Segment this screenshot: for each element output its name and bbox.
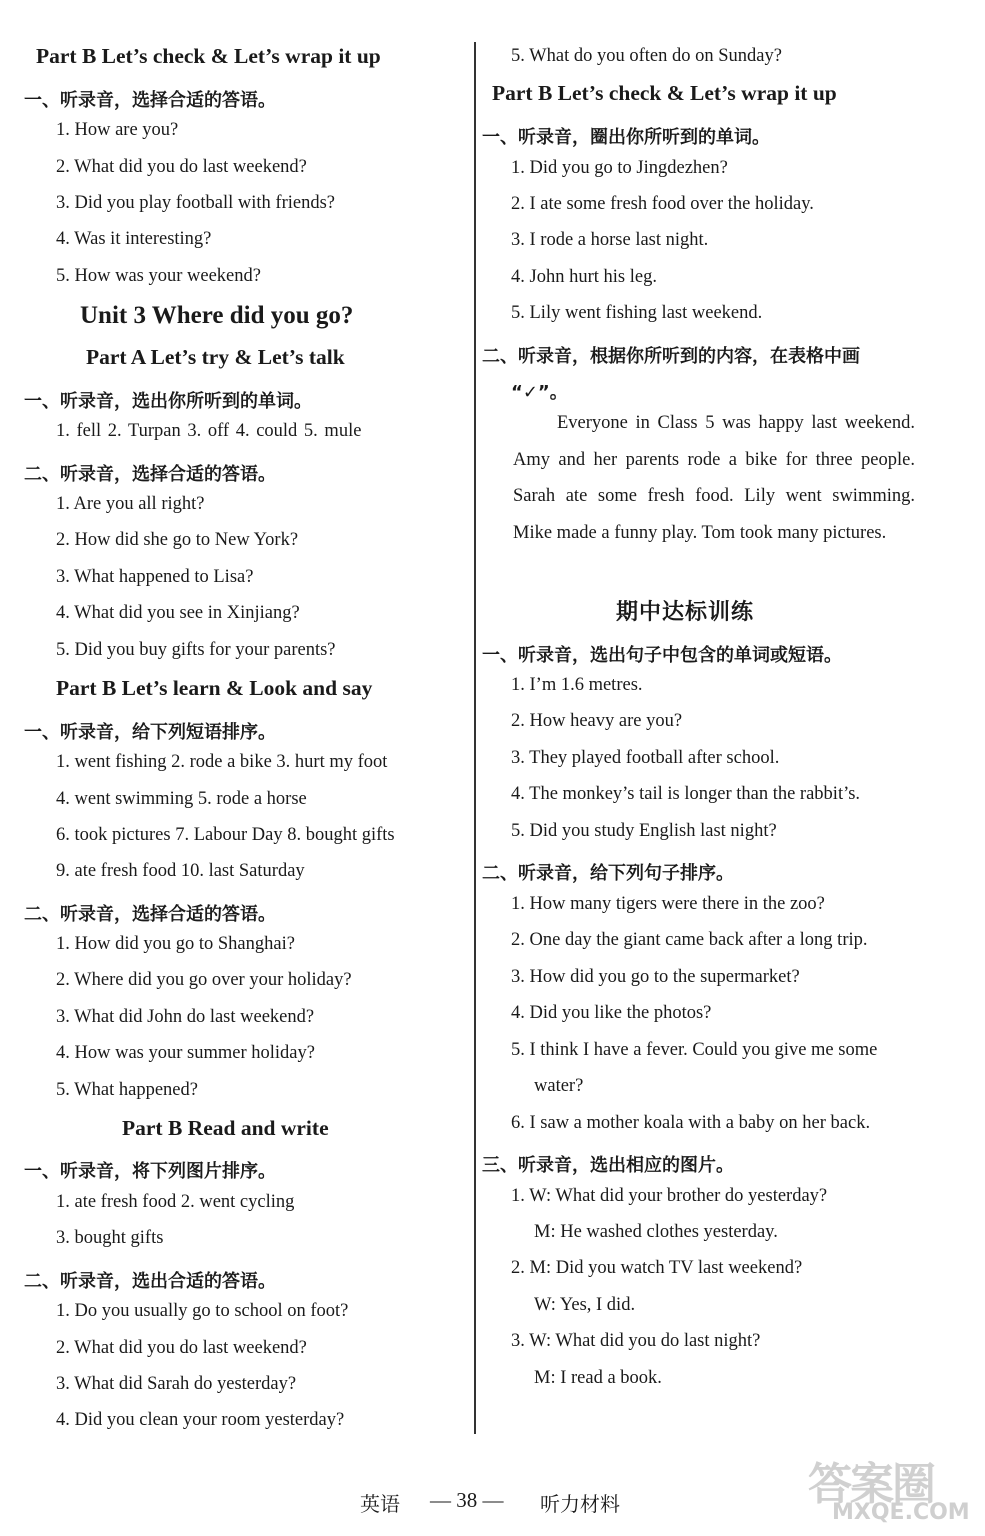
dialogue-line: 2. M: Did you watch TV last weekend?: [511, 1258, 803, 1278]
list-item: 3. I rode a horse last night.: [511, 230, 709, 250]
list-item: 5. How was your weekend?: [56, 266, 261, 286]
list-item: 4. The monkey’s tail is longer than the rabbit’s.: [511, 784, 861, 804]
list-item: 5. What happened?: [56, 1080, 198, 1100]
list-item: 5. Did you study English last night?: [511, 821, 777, 841]
listening-paragraph: Everyone in Class 5 was happy last weekend. Amy and her parents rode a bike for three people. Sarah ate some fresh food. Lily went swimming. Mike made a funny play. Tom took many pictures.: [513, 413, 915, 543]
list-item: 1. Do you usually go to school on foot?: [56, 1301, 349, 1321]
list-item: 3. What did Sarah do yesterday?: [56, 1374, 297, 1394]
section-heading: Part B Let’s check & Let’s wrap it up: [36, 44, 381, 68]
phrase-row: 1. went fishing 2. rode a bike 3. hurt my foot: [56, 752, 388, 772]
list-item: 2. What did you do last weekend?: [56, 1338, 307, 1358]
phrase-row: 3. bought gifts: [56, 1228, 164, 1248]
list-item: 3. How did you go to the supermarket?: [511, 967, 800, 987]
instruction: 一、听录音，选出句子中包含的单词或短语。: [482, 645, 842, 666]
list-item: 3. What happened to Lisa?: [56, 567, 254, 587]
instruction: 二、听录音，选出合适的答语。: [24, 1271, 276, 1292]
phrase-row: 1. ate fresh food 2. went cycling: [56, 1192, 295, 1212]
section-heading: Part B Let’s learn & Look and say: [56, 676, 373, 700]
dialogue-line: 3. W: What did you do last night?: [511, 1331, 761, 1351]
list-item: 3. They played football after school.: [511, 748, 780, 768]
dialogue-line: 1. W: What did your brother do yesterday?: [511, 1186, 828, 1206]
phrase-row: 9. ate fresh food 10. last Saturday: [56, 861, 305, 881]
watermark-text: 答案圈: [808, 1459, 934, 1510]
list-item: 5. What do you often do on Sunday?: [511, 46, 782, 66]
instruction: 三、听录音，选出相应的图片。: [482, 1155, 734, 1176]
dialogue-line: W: Yes, I did.: [534, 1295, 636, 1315]
dialogue-line: M: He washed clothes yesterday.: [534, 1222, 778, 1242]
list-item: 1. Did you go to Jingdezhen?: [511, 158, 728, 178]
list-item: 4. Did you clean your room yesterday?: [56, 1410, 345, 1430]
instruction: 一、听录音，选择合适的答语。: [24, 90, 276, 111]
footer-subject: 英语: [360, 1492, 400, 1516]
section-heading: Part B Read and write: [122, 1116, 329, 1140]
list-item: 1. How many tigers were there in the zoo?: [511, 894, 825, 914]
list-item: 5. I think I have a fever. Could you give me some: [511, 1040, 878, 1060]
instruction: 一、听录音，圈出你所听到的单词。: [482, 127, 770, 148]
list-item: 2. How did she go to New York?: [56, 530, 299, 550]
list-item: 4. How was your summer holiday?: [56, 1043, 315, 1063]
list-item: 3. What did John do last weekend?: [56, 1007, 315, 1027]
list-item: 2. One day the giant came back after a long trip.: [511, 930, 868, 950]
instruction: 二、听录音，给下列句子排序。: [482, 863, 734, 884]
list-item: 1. How are you?: [56, 120, 179, 140]
watermark-url: MXQE.COM: [832, 1500, 970, 1525]
instruction: 二、听录音，选择合适的答语。: [24, 464, 276, 485]
dialogue-line: M: I read a book.: [534, 1368, 662, 1388]
instruction: 二、听录音，根据你所听到的内容，在表格中画: [482, 346, 860, 367]
phrase-row: 6. took pictures 7. Labour Day 8. bought gifts: [56, 825, 395, 845]
list-item: 4. Was it interesting?: [56, 229, 212, 249]
list-item: 6. I saw a mother koala with a baby on her back.: [511, 1113, 871, 1133]
list-item: 2. Where did you go over your holiday?: [56, 970, 352, 990]
footer-section: 听力材料: [540, 1492, 620, 1516]
list-item: 1. Are you all right?: [56, 494, 205, 514]
column-divider: [474, 42, 476, 1434]
list-item: 1. I’m 1.6 metres.: [511, 675, 643, 695]
section-heading: Part B Let’s check & Let’s wrap it up: [492, 81, 837, 105]
list-item: 5. Did you buy gifts for your parents?: [56, 640, 336, 660]
list-item: 2. What did you do last weekend?: [56, 157, 307, 177]
word-list: 1. fell 2. Turpan 3. off 4. could 5. mule: [56, 421, 362, 441]
instruction: 一、听录音，选出你所听到的单词。: [24, 391, 312, 412]
watermark-logo: [800, 1448, 980, 1533]
list-item: 4. What did you see in Xinjiang?: [56, 603, 300, 623]
footer-page-number: — 38 —: [430, 1488, 504, 1512]
section-heading: Part A Let’s try & Let’s talk: [86, 345, 345, 369]
list-item-continued: water?: [534, 1076, 584, 1096]
list-item: 1. How did you go to Shanghai?: [56, 934, 295, 954]
instruction: 一、听录音，给下列短语排序。: [24, 722, 276, 743]
midterm-title: 期中达标训练: [616, 600, 755, 625]
unit-title: Unit 3 Where did you go?: [80, 302, 354, 329]
phrase-row: 4. went swimming 5. rode a horse: [56, 789, 307, 809]
list-item: 4. Did you like the photos?: [511, 1003, 712, 1023]
instruction: 二、听录音，选择合适的答语。: [24, 904, 276, 925]
instruction: 一、听录音，将下列图片排序。: [24, 1161, 276, 1182]
list-item: 3. Did you play football with friends?: [56, 193, 335, 213]
list-item: 4. John hurt his leg.: [511, 267, 657, 287]
instruction-continued: “✓”。: [511, 382, 568, 403]
list-item: 5. Lily went fishing last weekend.: [511, 303, 763, 323]
list-item: 2. I ate some fresh food over the holiday.: [511, 194, 814, 214]
list-item: 2. How heavy are you?: [511, 711, 683, 731]
